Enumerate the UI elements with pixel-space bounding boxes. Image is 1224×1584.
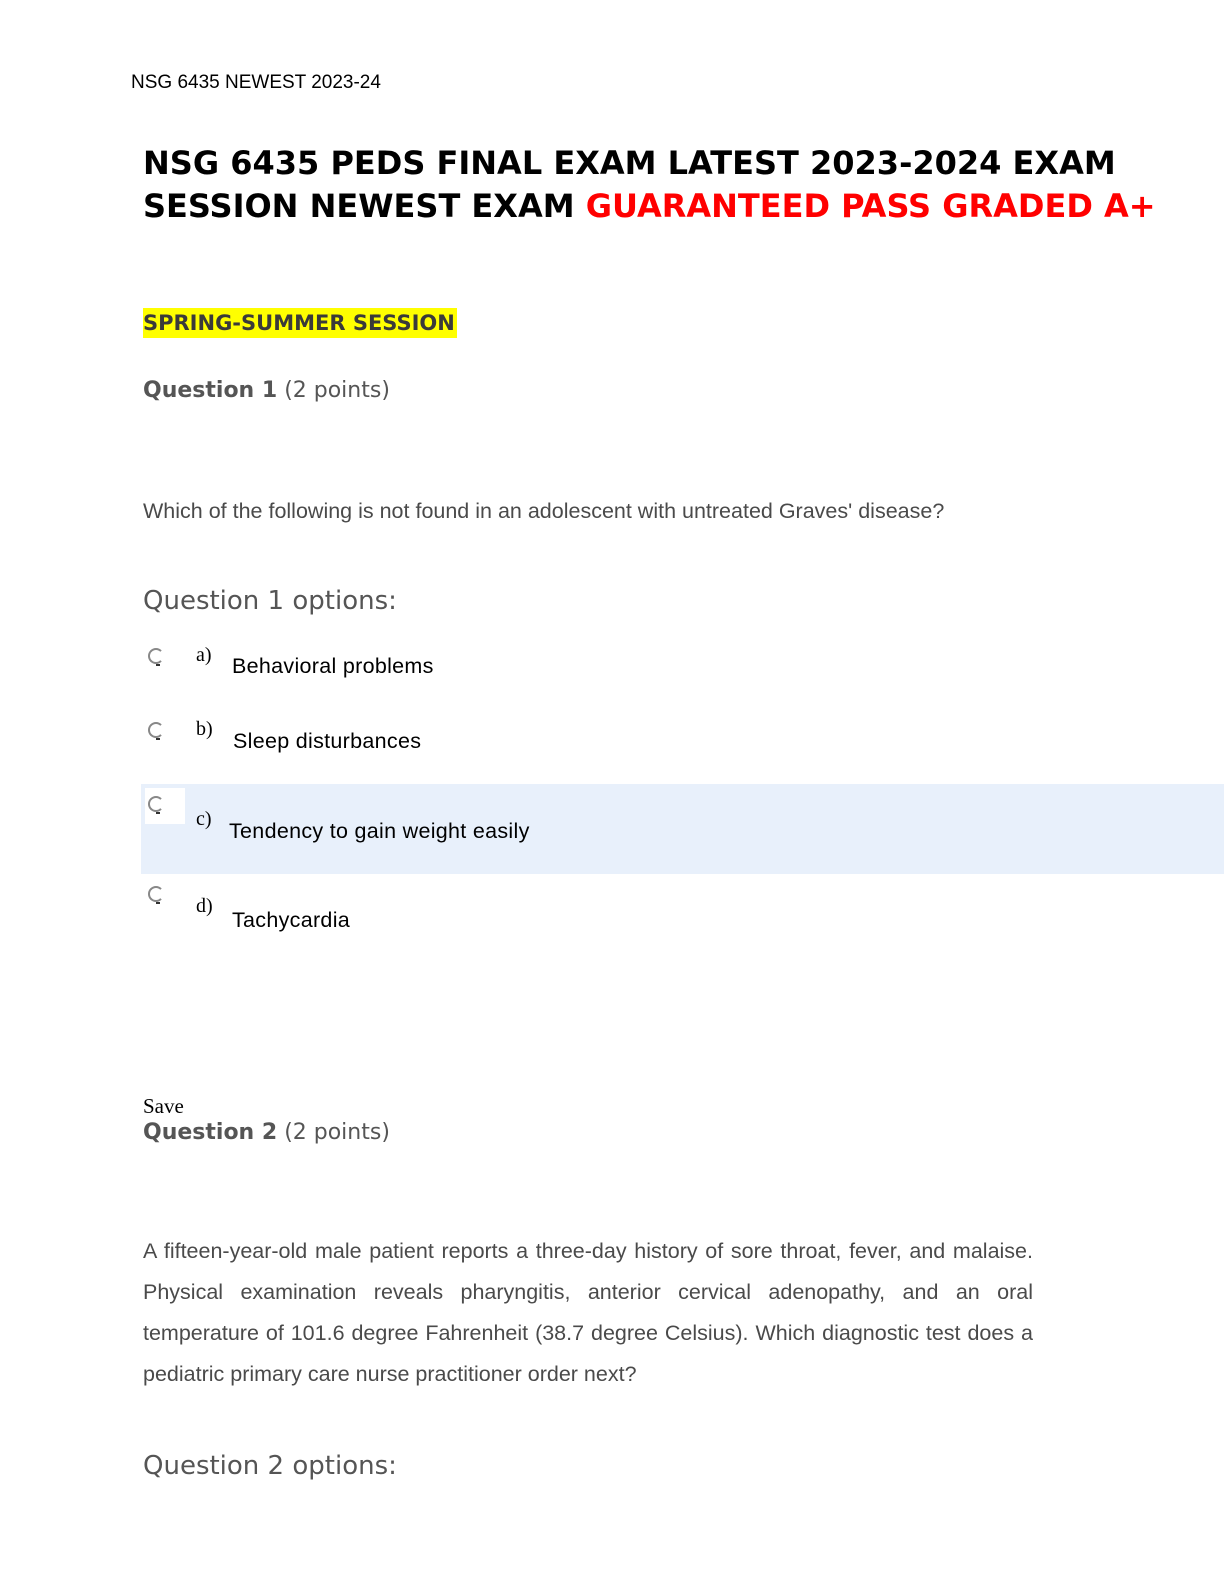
option-b-letter: b)	[196, 718, 213, 740]
question-1-label: Question 1	[143, 378, 278, 403]
page-header: NSG 6435 NEWEST 2023-24	[131, 72, 381, 93]
document-title	[143, 142, 1224, 228]
question-1-heading	[143, 378, 390, 403]
option-a-text[interactable]: Behavioral problems	[232, 654, 434, 678]
option-c-radio[interactable]	[148, 796, 164, 812]
question-1-text: Which of the following is not found in an adolescent with untreated Graves' disease?	[143, 499, 945, 523]
save-button[interactable]: Save	[143, 1094, 184, 1118]
option-d-text[interactable]: Tachycardia	[232, 908, 351, 932]
question-2-points: (2 points)	[284, 1120, 390, 1145]
option-c-text[interactable]: Tendency to gain weight easily	[229, 819, 530, 843]
question-2-text: A fifteen-year-old male patient reports a three-day history of sore throat, fever, and malaise. Physical examination reveals pharyngitis, anterior cervical adenopathy, and an oral temperature of 101.6 degree Fahrenheit (38.7 degree Celsius). Which diagnostic test does a pediatric primary care nurse practitioner order next?	[143, 1239, 1033, 1386]
question-1-points: (2 points)	[284, 378, 390, 403]
question-1-options-heading: Question 1 options:	[143, 586, 397, 616]
option-b-text[interactable]: Sleep disturbances	[233, 729, 422, 753]
session-label: SPRING-SUMMER SESSION	[143, 308, 457, 338]
option-b-radio[interactable]	[148, 722, 164, 738]
option-c-letter: c)	[196, 808, 212, 830]
question-2-label: Question 2	[143, 1120, 278, 1145]
option-d-letter: d)	[196, 895, 213, 917]
title-main: NSG 6435 PEDS FINAL EXAM LATEST 2023-2024 EXAM SESSION NEWEST EXAM	[143, 144, 1116, 225]
title-highlight: GUARANTEED PASS GRADED A+	[585, 187, 1156, 225]
question-2-options-heading: Question 2 options:	[143, 1451, 397, 1481]
option-d-radio[interactable]	[148, 886, 164, 902]
question-2-heading	[143, 1120, 390, 1145]
option-a-radio[interactable]	[148, 648, 164, 664]
option-a-letter: a)	[196, 644, 212, 666]
